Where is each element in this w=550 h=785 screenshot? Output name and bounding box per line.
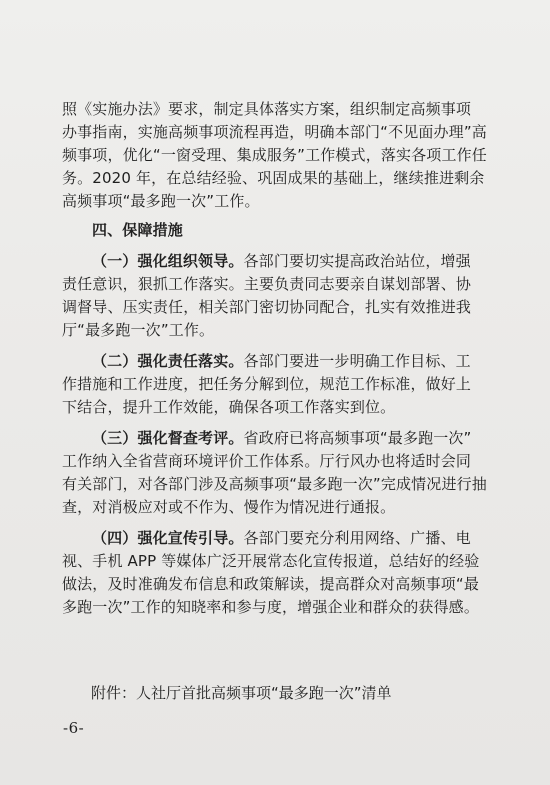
body-line: 务。2020 年，在总结经验、巩固成果的基础上，继续推进剩余 [62, 169, 485, 187]
paragraph-4 [62, 527, 492, 619]
paragraph-text: 各部门要充分利用网络、广播、电 [243, 529, 471, 547]
body-line: 责任意识，狠抓工作落实。主要负责同志要亲自谋划部署、协 [62, 275, 472, 293]
section-heading: 四、保障措施 [92, 221, 183, 239]
paragraph-text: 省政府已将高频事项“最多跑一次” [243, 429, 472, 447]
body-line: 厅“最多跑一次”工作。 [62, 321, 215, 339]
body-line: 工作纳入全省营商环境评价工作体系。厅行风办也将适时会同 [62, 452, 472, 470]
paragraph-text: 各部门要切实提高政治站位，增强 [243, 252, 471, 270]
body-line: 频事项，优化“一窗受理、集成服务”工作模式，落实各项工作任 [62, 146, 487, 164]
body-line: 办事指南，实施高频事项流程再造，明确本部门“不见面办理”高 [62, 123, 487, 141]
body-line: 查，对消极应对或不作为、慢作为情况进行通报。 [62, 498, 396, 516]
page-number: -6- [63, 719, 85, 737]
paragraph-first-line [62, 350, 492, 373]
body-line: 有关部门，对各部门涉及高频事项“最多跑一次”完成情况进行抽 [62, 475, 487, 493]
paragraph-first-line [62, 427, 492, 450]
paragraph-heading: （三）强化督查考评。 [92, 429, 244, 447]
paragraph-first-line [62, 527, 492, 550]
body-line: 作措施和工作进度，把任务分解到位，规范工作标准，做好上 [62, 375, 472, 393]
document-body [62, 98, 492, 619]
body-line: 照《实施办法》要求，制定具体落实方案，组织制定高频事项 [62, 100, 472, 118]
paragraph-2 [62, 350, 492, 419]
body-line: 视、手机 APP 等媒体广泛开展常态化宣传报道，总结好的经验 [62, 552, 480, 570]
body-line: 下结合，提升工作效能，确保各项工作落实到位。 [62, 398, 396, 416]
paragraph-first-line [62, 250, 492, 273]
paragraph-text: 各部门要进一步明确工作目标、工 [243, 352, 471, 370]
attachment-note: 附件：人社厅首批高频事项“最多跑一次”清单 [91, 684, 392, 702]
paragraph-heading: （四）强化宣传引导。 [92, 529, 244, 547]
paragraph-1 [62, 250, 492, 342]
body-line: 做法，及时准确发布信息和政策解读，提高群众对高频事项“最 [62, 575, 479, 593]
paragraph-3 [62, 427, 492, 519]
body-line: 多跑一次”工作的知晓率和参与度，增强企业和群众的获得感。 [62, 598, 479, 616]
body-line: 调督导、压实责任，相关部门密切协同配合，扎实有效推进我 [62, 298, 472, 316]
paragraph-heading: （二）强化责任落实。 [92, 352, 244, 370]
paragraph-heading: （一）强化组织领导。 [92, 252, 244, 270]
body-line: 高频事项“最多跑一次”工作。 [62, 192, 260, 210]
